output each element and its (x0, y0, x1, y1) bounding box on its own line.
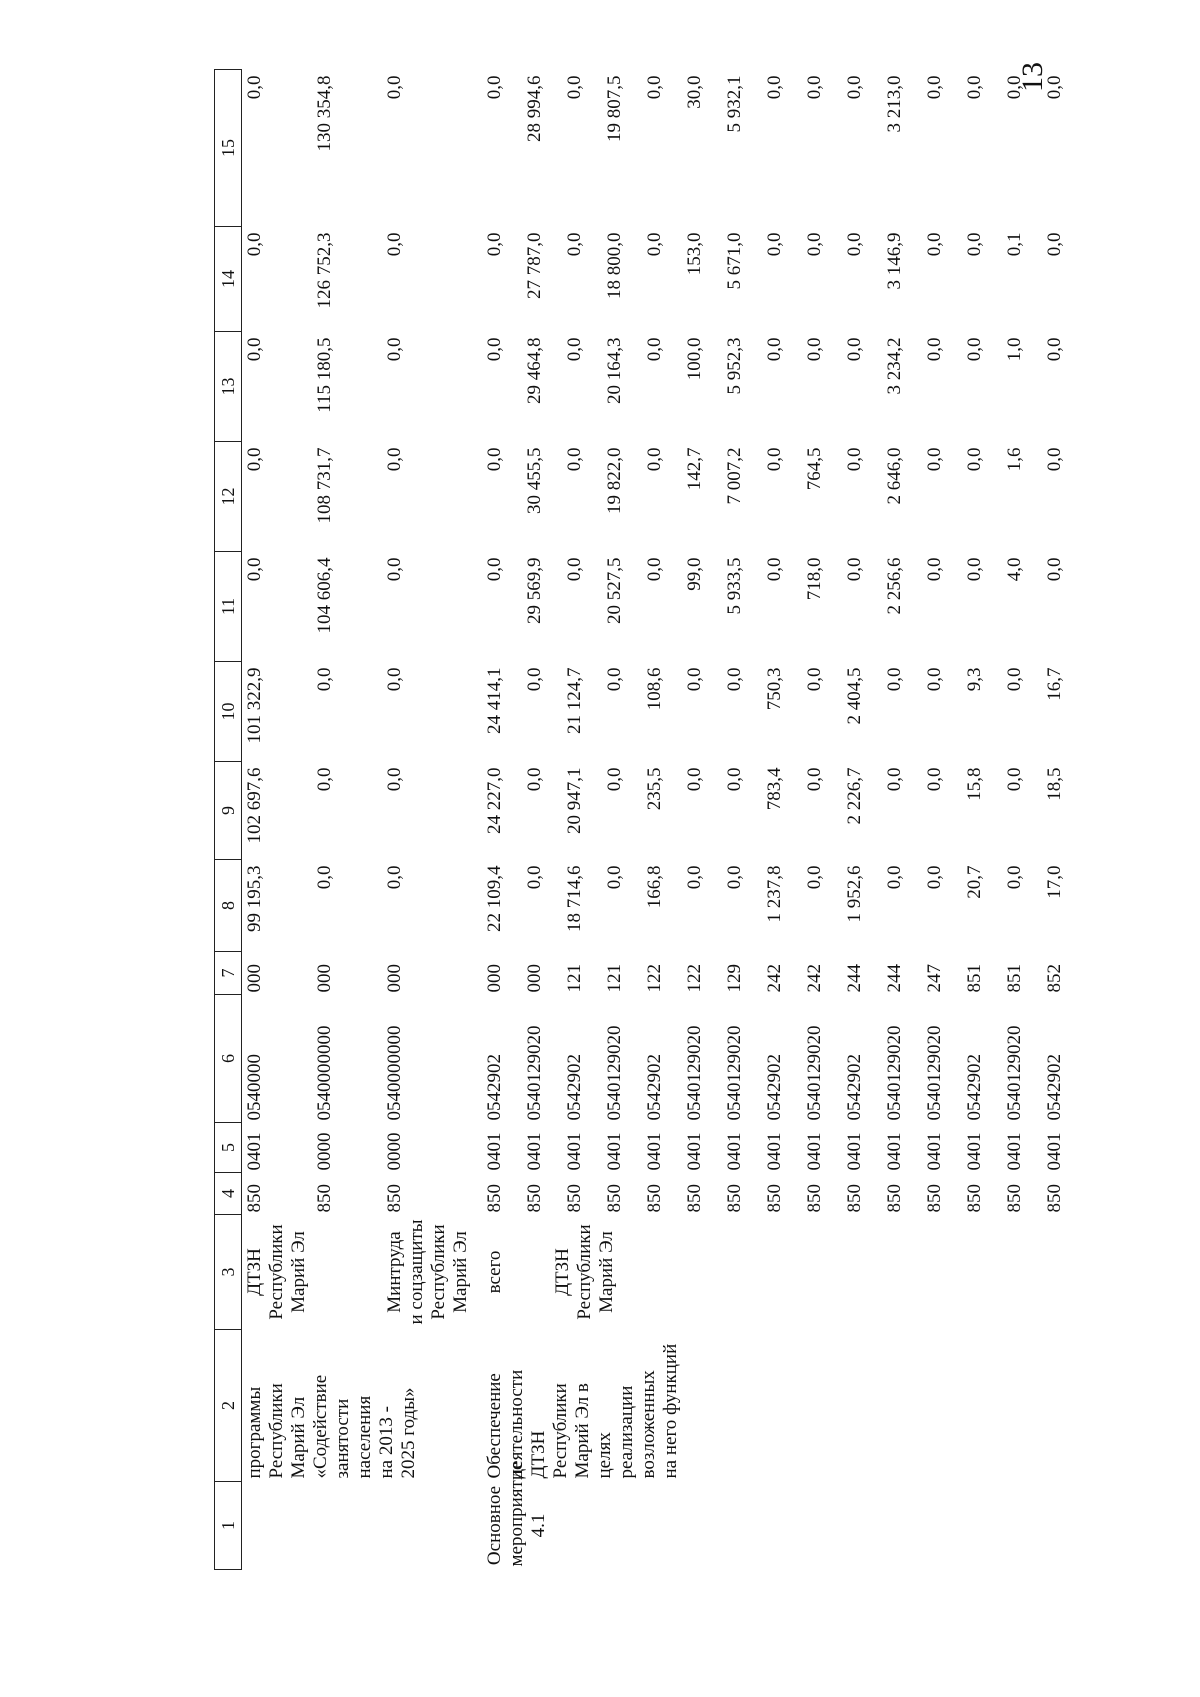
header-row (215, 70, 242, 1570)
value-cell: 5 932,1 (724, 75, 745, 133)
code-cell-4: 850 (1004, 1184, 1025, 1213)
code-cell-5: 0401 (244, 1132, 265, 1171)
cell-line: Марий Эл (596, 1231, 617, 1313)
value-cell: 5 671,0 (724, 232, 745, 290)
value-cell: 0,0 (844, 232, 865, 257)
cell-line: Марий Эл в целях (572, 1383, 615, 1479)
value-cell: 0,0 (764, 447, 785, 472)
code-cell-5: 0401 (764, 1132, 785, 1171)
code-cell-4: 850 (724, 1184, 745, 1213)
value-cell: 0,0 (1044, 75, 1065, 100)
value-cell: 783,4 (764, 767, 785, 811)
code-cell-7: 244 (884, 964, 905, 993)
value-cell: 0,0 (1044, 232, 1065, 257)
value-cell: 1 237,8 (764, 865, 785, 923)
cell-line: и соцзащиты (406, 1219, 427, 1325)
value-cell: 0,0 (804, 767, 825, 792)
table-body (242, 70, 1083, 1570)
code-cell-5: 0401 (1044, 1132, 1065, 1171)
code-cell-4: 850 (484, 1184, 505, 1213)
code-cell-7: 121 (564, 964, 585, 993)
value-cell: 0,0 (924, 447, 945, 472)
code-cell-4: 850 (964, 1184, 985, 1213)
value-cell: 0,0 (924, 75, 945, 100)
value-cell: 0,0 (384, 667, 405, 692)
value-cell: 27 787,0 (524, 232, 545, 299)
value-cell: 166,8 (644, 865, 665, 909)
column-header-6: 6 (215, 995, 242, 1123)
code-cell-6: 0540129020 (684, 1025, 705, 1121)
cell-line: 4.1 (528, 1513, 549, 1538)
value-cell: 20 527,5 (604, 557, 625, 624)
column-header-15: 15 (215, 70, 242, 227)
table-row (242, 70, 313, 1570)
code-cell-6: 0542902 (484, 1054, 505, 1121)
column-header-5: 5 (215, 1123, 242, 1173)
value-cell: 5 952,3 (724, 337, 745, 395)
code-cell-6: 0540129020 (924, 1025, 945, 1121)
code-cell-6: 0540129020 (604, 1025, 625, 1121)
cell-line: Республики (574, 1224, 595, 1320)
value-cell: 104 606,4 (314, 557, 335, 634)
value-cell: 19 822,0 (604, 447, 625, 514)
value-cell: 0,0 (924, 667, 945, 692)
value-cell: 101 322,9 (244, 667, 265, 744)
cell-line: 2025 годы» (398, 1387, 419, 1479)
value-cell: 30 455,5 (524, 447, 545, 514)
code-cell-7: 000 (384, 964, 405, 993)
value-cell: 0,0 (924, 767, 945, 792)
value-cell: 0,0 (484, 337, 505, 362)
value-cell: 0,0 (564, 337, 585, 362)
value-cell: 115 180,5 (314, 337, 335, 413)
value-cell: 19 807,5 (604, 75, 625, 142)
value-cell: 0,0 (244, 557, 265, 582)
value-cell: 21 124,7 (564, 667, 585, 734)
value-cell: 2 256,6 (884, 557, 905, 615)
cell-col1 (242, 1482, 475, 1570)
value-cell: 0,0 (924, 557, 945, 582)
value-cell: 22 109,4 (484, 865, 505, 932)
value-cell: 0,0 (644, 232, 665, 257)
value-cell: 0,0 (644, 75, 665, 100)
code-cell-6: 0540129020 (884, 1025, 905, 1121)
value-cell: 0,0 (524, 667, 545, 692)
cell-line: Основное (484, 1485, 505, 1566)
value-cell: 130 354,8 (314, 75, 335, 152)
value-cell: 0,0 (1044, 557, 1065, 582)
value-cell: 718,0 (804, 557, 825, 601)
cell-line: Обеспечение (484, 1373, 505, 1479)
value-cell: 0,0 (844, 337, 865, 362)
cell-line: Марий Эл (288, 1396, 309, 1479)
value-cell: 0,1 (1004, 232, 1025, 257)
value-cell: 99 195,3 (244, 865, 265, 932)
cell-line: Республики (266, 1224, 287, 1320)
value-cell: 2 646,0 (884, 447, 905, 505)
value-cell: 0,0 (384, 337, 405, 362)
cell-line: программы (244, 1386, 265, 1479)
value-cell: 126 752,3 (314, 232, 335, 309)
value-cell: 0,0 (804, 337, 825, 362)
column-header-4: 4 (215, 1173, 242, 1215)
code-cell-6: 0542902 (844, 1054, 865, 1121)
budget-table (214, 69, 1082, 1570)
cell-line: реализации (616, 1385, 637, 1479)
cell-line: ДТЗН (244, 1248, 265, 1296)
value-cell: 3 234,2 (884, 337, 905, 395)
value-cell: 142,7 (684, 447, 705, 491)
value-cell: 0,0 (884, 767, 905, 792)
value-cell: 764,5 (804, 447, 825, 491)
value-cell: 0,0 (884, 667, 905, 692)
value-cell: 0,0 (644, 447, 665, 472)
value-cell: 2 404,5 (844, 667, 865, 725)
value-cell: 0,0 (484, 232, 505, 257)
value-cell: 102 697,6 (244, 767, 265, 844)
code-cell-7: 000 (524, 964, 545, 993)
code-cell-5: 0401 (484, 1132, 505, 1171)
cell-line: Марий Эл (288, 1231, 309, 1313)
value-cell: 0,0 (924, 337, 945, 362)
cell-line: ДТЗН Республики (528, 1383, 571, 1479)
table-header (215, 70, 242, 1570)
value-cell: 0,0 (604, 865, 625, 890)
value-cell: 0,0 (384, 447, 405, 472)
column-header-13: 13 (215, 332, 242, 442)
code-cell-7: 000 (244, 964, 265, 993)
code-cell-7: 000 (314, 964, 335, 993)
value-cell: 0,0 (964, 557, 985, 582)
cell-line: деятельности (506, 1369, 527, 1479)
code-cell-7: 121 (604, 964, 625, 993)
value-cell: 0,0 (564, 557, 585, 582)
code-cell-5: 0401 (524, 1132, 545, 1171)
value-cell: 0,0 (764, 75, 785, 100)
value-cell: 0,0 (844, 75, 865, 100)
value-cell: 0,0 (724, 865, 745, 890)
code-cell-4: 850 (804, 1184, 825, 1213)
code-cell-7: 851 (1004, 964, 1025, 993)
executor-cell (242, 1215, 313, 1330)
value-cell: 3 213,0 (884, 75, 905, 133)
cell-line: Республики (266, 1383, 287, 1479)
code-cell-5: 0401 (884, 1132, 905, 1171)
cell-line: мероприятие (506, 1461, 527, 1567)
value-cell: 0,0 (384, 865, 405, 890)
value-cell: 0,0 (764, 557, 785, 582)
column-header-3: 3 (215, 1215, 242, 1330)
value-cell: 0,0 (484, 557, 505, 582)
code-cell-4: 850 (564, 1184, 585, 1213)
column-header-10: 10 (215, 662, 242, 762)
value-cell: 0,0 (644, 337, 665, 362)
value-cell: 5 933,5 (724, 557, 745, 615)
value-cell: 0,0 (764, 337, 785, 362)
value-cell: 0,0 (484, 75, 505, 100)
value-cell: 0,0 (384, 767, 405, 792)
code-cell-7: 122 (684, 964, 705, 993)
code-cell-4: 850 (244, 1184, 265, 1213)
code-cell-5: 0401 (1004, 1132, 1025, 1171)
code-cell-6: 0540129020 (524, 1025, 545, 1121)
code-cell-4: 850 (924, 1184, 945, 1213)
value-cell: 100,0 (684, 337, 705, 381)
code-cell-6: 0540000000 (384, 1025, 405, 1121)
value-cell: 0,0 (804, 232, 825, 257)
value-cell: 0,0 (724, 767, 745, 792)
code-cell-6: 0542902 (1044, 1054, 1065, 1121)
value-cell: 20 947,1 (564, 767, 585, 834)
cell-line: Марий Эл (450, 1231, 471, 1313)
code-cell-6: 0540129020 (724, 1025, 745, 1121)
executor-cell (382, 1215, 474, 1330)
value-cell: 0,0 (804, 865, 825, 890)
code-cell-7: 242 (804, 964, 825, 993)
code-cell-7: 852 (1044, 964, 1065, 993)
value-cell: 108 731,7 (314, 447, 335, 524)
value-cell: 1 952,6 (844, 865, 865, 923)
activity-number-cell (474, 1461, 1082, 1570)
code-cell-5: 0401 (924, 1132, 945, 1171)
code-cell-7: 244 (844, 964, 865, 993)
cell-line: ДТЗН (552, 1248, 573, 1296)
value-cell: 0,0 (524, 767, 545, 792)
value-cell: 0,0 (1004, 767, 1025, 792)
value-cell: 0,0 (484, 447, 505, 472)
code-cell-4: 850 (384, 1184, 405, 1213)
code-cell-4: 850 (314, 1184, 335, 1213)
value-cell: 0,0 (684, 865, 705, 890)
executor-cell: всего (484, 1250, 505, 1294)
value-cell: 0,0 (1044, 447, 1065, 472)
code-cell-6: 0540129020 (1004, 1025, 1025, 1121)
code-cell-6: 0540000 (244, 1054, 265, 1121)
value-cell: 18 714,6 (564, 865, 585, 932)
value-cell: 750,3 (764, 667, 785, 711)
cell-line: Республики (428, 1224, 449, 1320)
column-header-9: 9 (215, 762, 242, 860)
code-cell-6: 0540000000 (314, 1025, 335, 1121)
table-row (474, 70, 522, 1570)
value-cell: 0,0 (564, 75, 585, 100)
value-cell: 24 227,0 (484, 767, 505, 834)
activity-name-cell (474, 1330, 1082, 1482)
value-cell: 24 414,1 (484, 667, 505, 734)
value-cell: 4,0 (1004, 557, 1025, 582)
value-cell: 108,6 (644, 667, 665, 711)
value-cell: 18,5 (1044, 767, 1065, 801)
value-cell: 0,0 (964, 232, 985, 257)
code-cell-4: 850 (844, 1184, 865, 1213)
value-cell: 3 146,9 (884, 232, 905, 290)
code-cell-4: 850 (604, 1184, 625, 1213)
value-cell: 0,0 (244, 337, 265, 362)
cell-line: на 2013 - (376, 1406, 397, 1479)
code-cell-6: 0540129020 (804, 1025, 825, 1121)
value-cell: 30,0 (684, 75, 705, 109)
cell-line: возложенных (638, 1370, 659, 1479)
value-cell: 0,0 (764, 232, 785, 257)
value-cell: 0,0 (314, 767, 335, 792)
code-cell-4: 850 (644, 1184, 665, 1213)
code-cell-4: 850 (1044, 1184, 1065, 1213)
value-cell: 0,0 (314, 667, 335, 692)
value-cell: 0,0 (244, 75, 265, 100)
column-header-1: 1 (215, 1482, 242, 1570)
code-cell-4: 850 (884, 1184, 905, 1213)
value-cell: 9,3 (964, 667, 985, 692)
value-cell: 29 569,9 (524, 557, 545, 624)
value-cell: 99,0 (684, 557, 705, 591)
value-cell: 1,6 (1004, 447, 1025, 472)
value-cell: 0,0 (684, 767, 705, 792)
code-cell-6: 0542902 (564, 1054, 585, 1121)
code-cell-6: 0542902 (644, 1054, 665, 1121)
code-cell-7: 242 (764, 964, 785, 993)
code-cell-5: 0401 (964, 1132, 985, 1171)
value-cell: 29 464,8 (524, 337, 545, 404)
page-number: 13 (1016, 62, 1049, 92)
value-cell: 2 226,7 (844, 767, 865, 825)
code-cell-5: 0401 (604, 1132, 625, 1171)
cell-line: занятости (332, 1398, 353, 1479)
code-cell-5: 0000 (314, 1132, 335, 1171)
value-cell: 16,7 (1044, 667, 1065, 701)
code-cell-5: 0401 (644, 1132, 665, 1171)
value-cell: 0,0 (384, 557, 405, 582)
code-cell-5: 0401 (844, 1132, 865, 1171)
value-cell: 0,0 (604, 667, 625, 692)
executor-cell (312, 1215, 382, 1330)
code-cell-5: 0401 (804, 1132, 825, 1171)
value-cell: 0,0 (1004, 667, 1025, 692)
value-cell: 0,0 (564, 447, 585, 472)
value-cell: 0,0 (724, 667, 745, 692)
value-cell: 7 007,2 (724, 447, 745, 505)
value-cell: 0,0 (964, 337, 985, 362)
code-cell-4: 850 (764, 1184, 785, 1213)
value-cell: 0,0 (924, 232, 945, 257)
value-cell: 0,0 (524, 865, 545, 890)
code-cell-7: 000 (484, 964, 505, 993)
column-header-14: 14 (215, 227, 242, 332)
code-cell-6: 0542902 (764, 1054, 785, 1121)
value-cell: 0,0 (844, 557, 865, 582)
cell-line: населения (354, 1395, 375, 1479)
rotated-table-wrapper (214, 70, 1065, 1570)
value-cell: 153,0 (684, 232, 705, 276)
code-cell-5: 0401 (684, 1132, 705, 1171)
value-cell: 0,0 (804, 667, 825, 692)
code-cell-5: 0401 (724, 1132, 745, 1171)
value-cell: 0,0 (684, 667, 705, 692)
value-cell: 0,0 (384, 232, 405, 257)
program-name-cell (242, 1330, 475, 1482)
value-cell: 0,0 (1004, 75, 1025, 100)
value-cell: 0,0 (804, 75, 825, 100)
executor-cell (522, 1215, 1082, 1330)
code-cell-7: 129 (724, 964, 745, 993)
value-cell: 28 994,6 (524, 75, 545, 142)
value-cell: 0,0 (384, 75, 405, 100)
value-cell: 0,0 (964, 75, 985, 100)
value-cell: 0,0 (314, 865, 335, 890)
cell-line: на него функций (660, 1343, 681, 1479)
value-cell: 235,5 (644, 767, 665, 811)
value-cell: 0,0 (884, 865, 905, 890)
value-cell: 0,0 (244, 232, 265, 257)
value-cell: 0,0 (1004, 865, 1025, 890)
value-cell: 0,0 (924, 865, 945, 890)
value-cell: 18 800,0 (604, 232, 625, 299)
column-header-12: 12 (215, 442, 242, 552)
value-cell: 0,0 (244, 447, 265, 472)
column-header-7: 7 (215, 952, 242, 995)
column-header-2: 2 (215, 1330, 242, 1482)
code-cell-5: 0000 (384, 1132, 405, 1171)
value-cell: 15,8 (964, 767, 985, 801)
cell-line: «Содействие (310, 1374, 331, 1479)
value-cell: 1,0 (1004, 337, 1025, 362)
value-cell: 0,0 (564, 232, 585, 257)
code-cell-7: 247 (924, 964, 945, 993)
column-header-11: 11 (215, 552, 242, 662)
cell-line: Минтруда (384, 1231, 405, 1313)
value-cell: 0,0 (964, 447, 985, 472)
code-cell-5: 0401 (564, 1132, 585, 1171)
value-cell: 0,0 (604, 767, 625, 792)
value-cell: 20 164,3 (604, 337, 625, 404)
code-cell-7: 851 (964, 964, 985, 993)
value-cell: 17,0 (1044, 865, 1065, 899)
column-header-8: 8 (215, 860, 242, 952)
value-cell: 0,0 (844, 447, 865, 472)
value-cell: 0,0 (644, 557, 665, 582)
value-cell: 20,7 (964, 865, 985, 899)
code-cell-4: 850 (684, 1184, 705, 1213)
code-cell-4: 850 (524, 1184, 545, 1213)
code-cell-6: 0542902 (964, 1054, 985, 1121)
code-cell-7: 122 (644, 964, 665, 993)
value-cell: 0,0 (1044, 337, 1065, 362)
